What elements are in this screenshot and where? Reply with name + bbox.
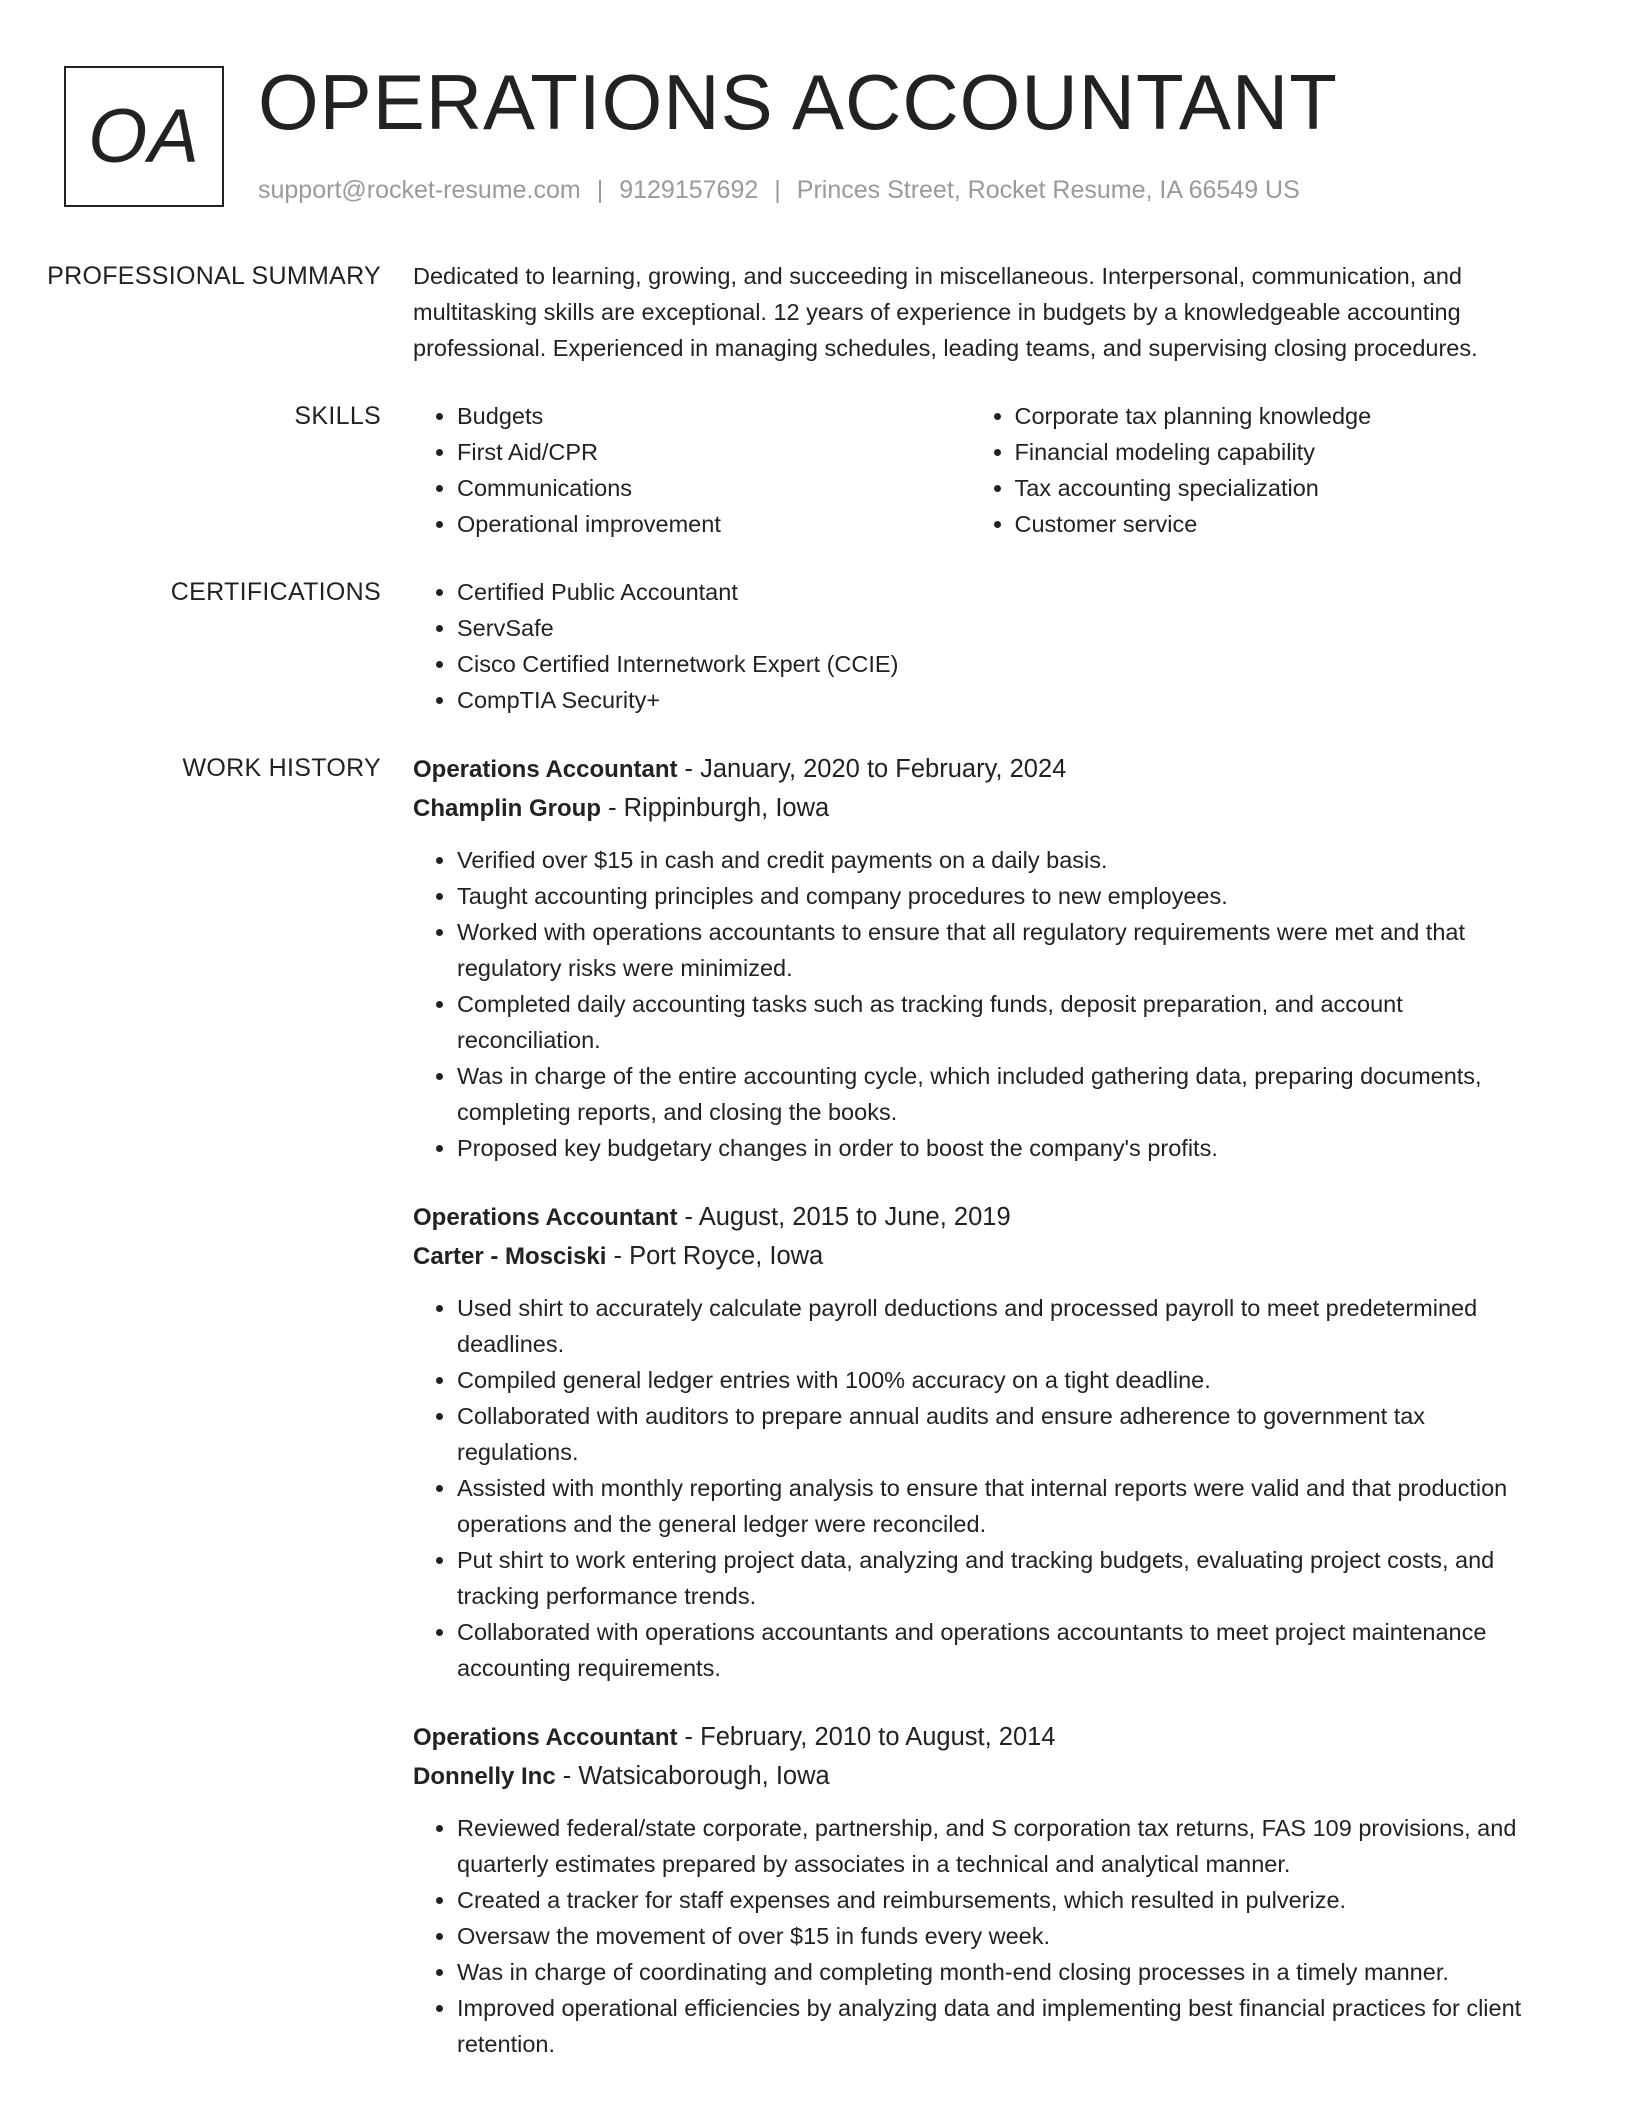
- job-bullet: • Reviewed federal/state corporate, partnership, and S corporation tax returns, FAS 109 provisions, and quarterly estimates prepared by associates in a technical and analytical manner.: [457, 1810, 1528, 1882]
- contact-separator: |: [596, 176, 604, 204]
- job-entry: [413, 750, 1528, 1166]
- certifications-section: [0, 574, 1632, 718]
- skill-item: • Operational improvement: [457, 506, 971, 542]
- job-bullet: • Completed daily accounting tasks such as tracking funds, deposit preparation, and account reconciliation.: [457, 986, 1528, 1058]
- job-location: - Port Royce, Iowa: [606, 1242, 824, 1270]
- job-bullets: [413, 1810, 1528, 2062]
- job-bullet: • Taught accounting principles and company procedures to new employees.: [457, 878, 1528, 914]
- skill-item: • Budgets: [457, 398, 971, 434]
- section-label-work: WORK HISTORY: [182, 754, 381, 782]
- job-bullet: • Was in charge of coordinating and completing month-end closing processes in a timely manner.: [457, 1954, 1528, 1990]
- job-bullet: • Collaborated with auditors to prepare annual audits and ensure adherence to government tax regulations.: [457, 1398, 1528, 1470]
- job-location: - Watsicaborough, Iowa: [555, 1762, 830, 1790]
- certifications-list: [413, 574, 1528, 718]
- job-entry: [413, 1198, 1528, 1686]
- job-company: Donnelly Inc: [413, 1763, 556, 1790]
- skill-item: • Tax accounting specialization: [1015, 470, 1529, 506]
- job-bullet: • Compiled general ledger entries with 100% accuracy on a tight deadline.: [457, 1362, 1528, 1398]
- work-history-section: [0, 750, 1632, 2094]
- job-bullet: • Put shirt to work entering project data, analyzing and tracking budgets, evaluating project costs, and tracking performance trends.: [457, 1542, 1528, 1614]
- job-company-line: [413, 1237, 1528, 1276]
- skills-list-right: [971, 398, 1529, 542]
- skill-item: • Communications: [457, 470, 971, 506]
- job-title-line: [413, 750, 1528, 789]
- contact-line: [258, 172, 1300, 208]
- skills-section: [0, 398, 1632, 542]
- certification-item: • CompTIA Security+: [457, 682, 1528, 718]
- resume-content: [0, 258, 1632, 2126]
- job-company-line: [413, 1757, 1528, 1796]
- certification-item: • Cisco Certified Internetwork Expert (CCIE): [457, 646, 1528, 682]
- job-bullet: • Used shirt to accurately calculate payroll deductions and processed payroll to meet predetermined deadlines.: [457, 1290, 1528, 1362]
- job-dates: - February, 2010 to August, 2014: [677, 1723, 1056, 1751]
- job-dates: - January, 2020 to February, 2024: [677, 755, 1067, 783]
- section-label-summary: PROFESSIONAL SUMMARY: [47, 262, 381, 290]
- skill-item: • Customer service: [1015, 506, 1529, 542]
- summary-section: [0, 258, 1632, 366]
- job-bullet: • Created a tracker for staff expenses and reimbursements, which resulted in pulverize.: [457, 1882, 1528, 1918]
- job-title-line: [413, 1198, 1528, 1237]
- job-bullet: • Improved operational efficiencies by analyzing data and implementing best financial practices for client retention.: [457, 1990, 1528, 2062]
- summary-text: Dedicated to learning, growing, and succeeding in miscellaneous. Interpersonal, communication, and multitasking skills are exceptional. 12 years of experience in budgets by a knowledgeable accounting professional. Experienced in managing schedules, leading teams, and supervising closing procedures.: [413, 263, 1478, 361]
- job-bullet: • Proposed key budgetary changes in order to boost the company's profits.: [457, 1130, 1528, 1166]
- initials-text: OA: [88, 94, 200, 179]
- certification-item: • ServSafe: [457, 610, 1528, 646]
- job-bullet: • Was in charge of the entire accounting cycle, which included gathering data, preparing documents, completing reports, and closing the books.: [457, 1058, 1528, 1130]
- skill-item: • Financial modeling capability: [1015, 434, 1529, 470]
- certification-item: • Certified Public Accountant: [457, 574, 1528, 610]
- section-label-certifications: CERTIFICATIONS: [170, 578, 381, 606]
- job-role: Operations Accountant: [413, 1204, 678, 1231]
- contact-separator: |: [774, 176, 781, 204]
- skill-item: • Corporate tax planning knowledge: [1015, 398, 1529, 434]
- job-bullets: [413, 842, 1528, 1166]
- job-company: Carter - Mosciski: [413, 1243, 607, 1270]
- job-company-line: [413, 789, 1528, 828]
- job-bullet: • Verified over $15 in cash and credit payments on a daily basis.: [457, 842, 1528, 878]
- job-company: Champlin Group: [413, 795, 601, 822]
- job-dates: - August, 2015 to June, 2019: [677, 1203, 1011, 1231]
- contact-email: support@rocket-resume.com: [258, 176, 581, 204]
- job-entry: [413, 1718, 1528, 2062]
- page-title: OPERATIONS ACCOUNTANT: [258, 58, 1338, 146]
- job-bullet: • Oversaw the movement of over $15 in funds every week.: [457, 1918, 1528, 1954]
- job-bullet: • Worked with operations accountants to ensure that all regulatory requirements were met and that regulatory risks were minimized.: [457, 914, 1528, 986]
- skill-item: • First Aid/CPR: [457, 434, 971, 470]
- job-bullets: [413, 1290, 1528, 1686]
- job-bullet: • Assisted with monthly reporting analysis to ensure that internal reports were valid and that production operations and the general ledger were reconciled.: [457, 1470, 1528, 1542]
- skills-list-left: [413, 398, 971, 542]
- contact-address: Princes Street, Rocket Resume, IA 66549 US: [796, 176, 1300, 204]
- job-bullet: • Collaborated with operations accountants and operations accountants to meet project maintenance accounting requirements.: [457, 1614, 1528, 1686]
- section-label-skills: SKILLS: [294, 402, 381, 430]
- initials-monogram: [64, 66, 224, 207]
- job-title-line: [413, 1718, 1528, 1757]
- job-location: - Rippinburgh, Iowa: [601, 794, 830, 822]
- job-role: Operations Accountant: [413, 1724, 678, 1751]
- job-role: Operations Accountant: [413, 756, 678, 783]
- contact-phone: 9129157692: [619, 176, 759, 204]
